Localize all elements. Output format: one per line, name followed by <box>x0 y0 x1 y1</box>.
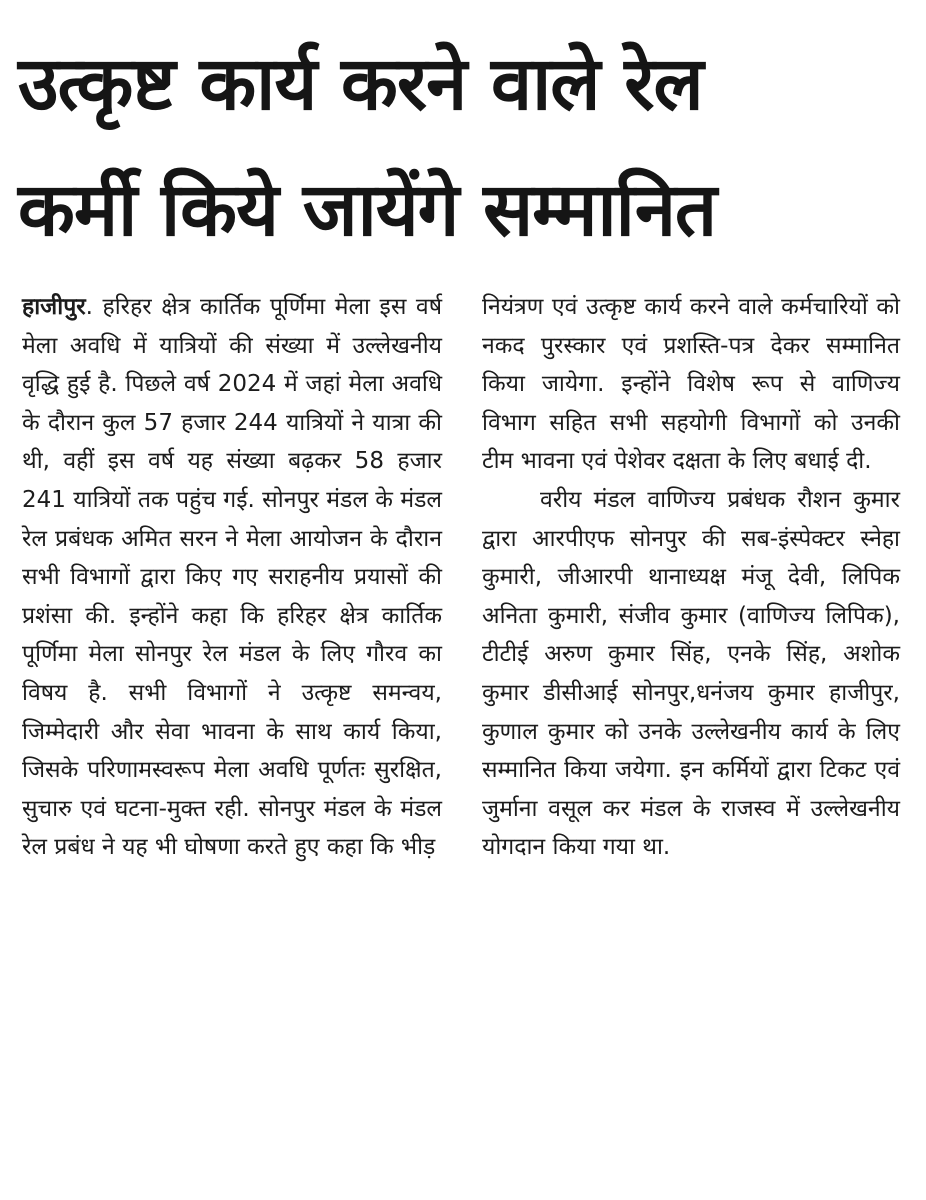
headline-line-2: कर्मी किये जायेंगे सम्मानित <box>18 167 717 253</box>
article-column-right <box>482 288 900 867</box>
article-paragraph-2: नियंत्रण एवं उत्कृष्ट कार्य करने वाले कर्मचारियों को नकद पुरस्कार एवं प्रशस्ति-पत्र देकर सम्मानित किया जायेगा. इन्होंने विशेष रूप से वाणिज्य विभाग सहित सभी सहयोगी विभागों को उनकी टीम भावना एवं पेशेवर दक्षता के लिए बधाई दी. <box>482 294 900 475</box>
article-paragraph-1 <box>22 288 442 867</box>
dateline: हाजीपुर <box>22 294 86 320</box>
article-paragraph-3: वरीय मंडल वाणिज्य प्रबंधक रौशन कुमार द्वारा आरपीएफ सोनपुर की सब-इंस्पेक्टर स्नेहा कुमारी, जीआरपी थानाध्यक्ष मंजू देवी, लिपिक अनिता कुमारी, संजीव कुमार (वाणिज्य लिपिक), टीटीई अरुण कुमार सिंह, एनके सिंह, अशोक कुमार डीसीआई सोनपुर,धनंजय कुमार हाजीपुर, कुणाल कुमार को उनके उल्लेखनीय कार्य के लिए सम्मानित किया जयेगा. इन कर्मियों द्वारा टिकट एवं जुर्माना वसूल कर मंडल के राजस्व में उल्लेखनीय योगदान किया गया था. <box>482 486 900 861</box>
article-column-left <box>22 288 442 867</box>
headline-line-1: उत्कृष्ट कार्य करने वाले रेल <box>18 41 703 127</box>
left-column-text: . हरिहर क्षेत्र कार्तिक पूर्णिमा मेला इस वर्ष मेला अवधि में यात्रियों की संख्या में उल्लेखनीय वृद्धि हुई है. पिछले वर्ष 2024 में जहां मेला अवधि के दौरान कुल 57 हजार 244 यात्रियों ने यात्रा की थी, वहीं इस वर्ष यह संख्या बढ़कर 58 हजार 241 यात्रियों तक पहुंच गई. सोनपुर मंडल के मंडल रेल प्रबंधक अमित सरन ने मेला आयोजन के दौरान सभी विभागों द्वारा किए गए सराहनीय प्रयासों की प्रशंसा की. इन्होंने कहा कि हरिहर क्षेत्र कार्तिक पूर्णिमा मेला सोनपुर रेल मंडल के लिए गौरव का विषय है. सभी विभागों ने उत्कृष्ट समन्वय, जिम्मेदारी और सेवा भावना के साथ कार्य किया, जिसके परिणामस्वरूप मेला अवधि पूर्णतः सुरक्षित, सुचारु एवं घटना-मुक्त रही. सोनपुर मंडल के मंडल रेल प्रबंध ने यह भी घोषणा करते हुए कहा कि भीड़ <box>22 294 442 861</box>
